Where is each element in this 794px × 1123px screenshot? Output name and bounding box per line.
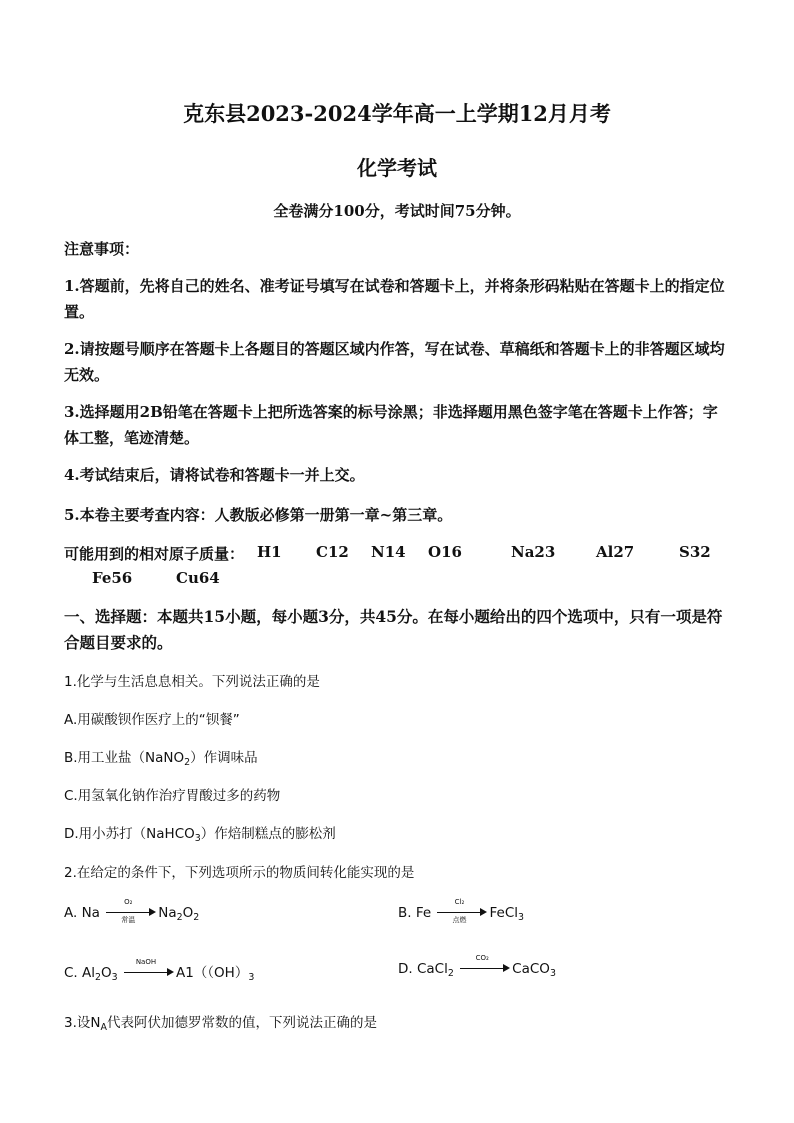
- atomic-mass-entry: Fe56: [92, 569, 133, 587]
- q1-option-a: A.用碳酸钡作医疗上的“钡餐”: [64, 712, 240, 728]
- reaction-arrow: O₂ 常温: [106, 907, 156, 919]
- q2-option-a: A. Na O₂ 常温 $Na_2O_2$: [64, 898, 200, 924]
- q1-option-d: D.用小苏打（NaHCO$_3$）作焙制糕点的膨松剂: [64, 826, 336, 844]
- atomic-mass-entry: Cu64: [176, 569, 220, 587]
- note-item-3: 3.选择题用2B铅笔在答题卡上把所选答案的标号涂黑；非选择题用黑色签字笔在答题卡上作答；字体工整，笔迹清楚。: [64, 403, 718, 447]
- q2-option-b: B. Fe Cl₂ 点燃 FeCl$_3$: [398, 898, 525, 924]
- atomic-mass-entry: H1: [257, 543, 282, 561]
- section-1-heading: 一、选择题：本题共15小题，每小题3分，共45分。在每小题给出的四个选项中，只有一项是符合题目要求的。: [64, 607, 723, 652]
- note-item-1: 1.答题前，先将自己的姓名、准考证号填写在试卷和答题卡上，并将条形码粘贴在答题卡上的指定位置。: [64, 277, 725, 321]
- q2-option-d: D. CaCl$_2$ CO₂ CaCO$_3$: [398, 954, 556, 979]
- q3-stem: 3.设$N_A$代表阿伏加德罗常数的值，下列说法正确的是: [64, 1015, 377, 1033]
- notes-heading: 注意事项：: [64, 240, 140, 258]
- atomic-mass-entry: Na23: [511, 543, 556, 561]
- note-item-4: 4.考试结束后，请将试卷和答题卡一并上交。: [64, 466, 365, 484]
- reaction-arrow: Cl₂ 点燃: [437, 907, 487, 919]
- reaction-arrow: CO₂: [460, 963, 510, 975]
- note-item-2: 2.请按题号顺序在答题卡上各题目的答题区域内作答，写在试卷、草稿纸和答题卡上的非答题区域均无效。: [64, 340, 725, 384]
- atomic-masses-label: 可能用到的相对原子质量：: [64, 545, 245, 563]
- q1-stem: 1.化学与生活息息相关。下列说法正确的是: [64, 674, 320, 690]
- atomic-mass-entry: S32: [679, 543, 711, 561]
- subject-title: 化学考试: [357, 156, 437, 180]
- reaction-arrow: NaOH: [124, 967, 174, 979]
- atomic-mass-entry: O16: [428, 543, 462, 561]
- exam-title: 克东县2023-2024学年高一上学期12月月考: [183, 101, 611, 126]
- note-item-5: 5.本卷主要考查内容：人教版必修第一册第一章~第三章。: [64, 506, 453, 524]
- atomic-mass-entry: N14: [371, 543, 406, 561]
- score-line: 全卷满分100分，考试时间75分钟。: [273, 202, 521, 220]
- q2-stem: 2.在给定的条件下，下列选项所示的物质间转化能实现的是: [64, 865, 415, 881]
- q1-option-c: C.用氢氧化钠作治疗胃酸过多的药物: [64, 788, 281, 804]
- q1-option-b: B.用工业盐（NaNO$_2$）作调味品: [64, 750, 258, 768]
- atomic-mass-entry: Al27: [596, 543, 635, 561]
- q2-option-c: C. $Al_2O_3$ NaOH $A1((OH)_3$: [64, 958, 255, 983]
- atomic-mass-entry: C12: [316, 543, 349, 561]
